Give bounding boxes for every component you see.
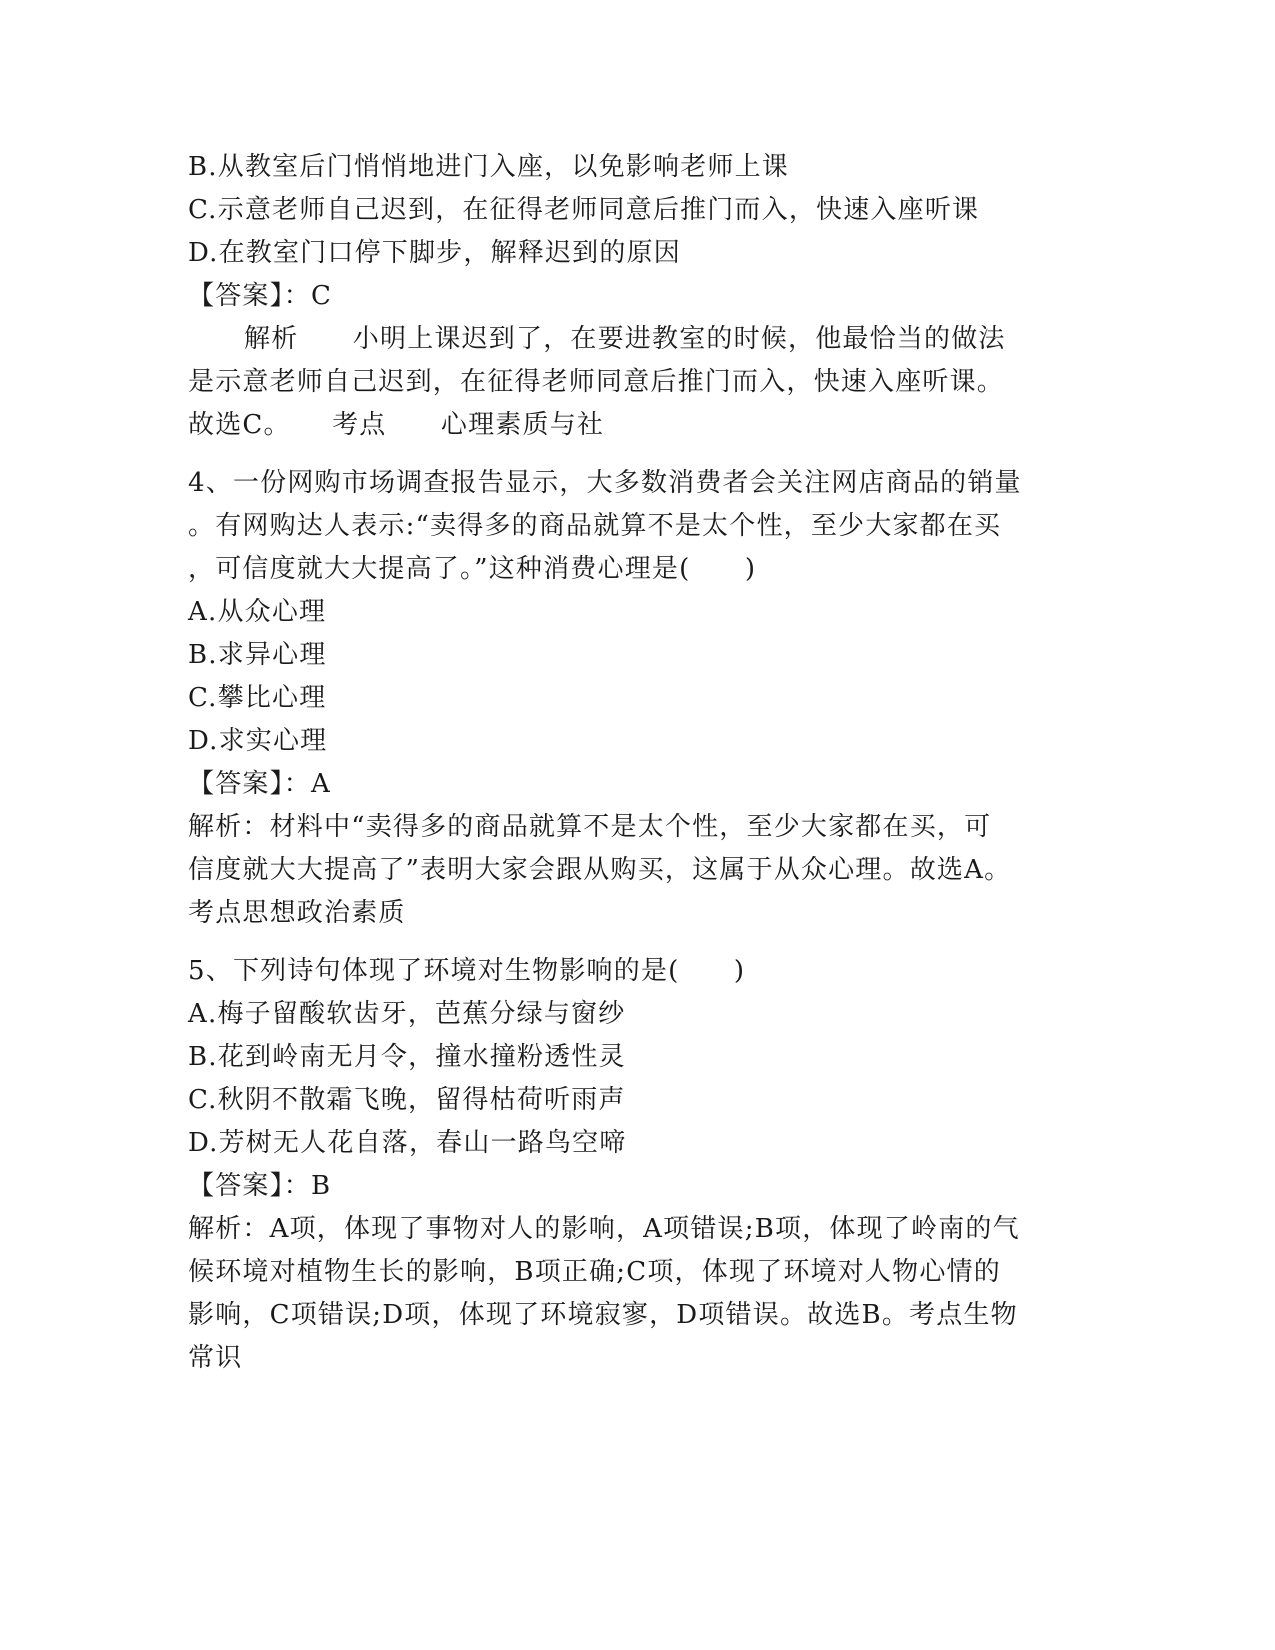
q5-option-a: A.梅子留酸软齿牙，芭蕉分绿与窗纱 — [188, 999, 626, 1029]
question-5 — [188, 950, 1088, 1380]
q3-analysis-line-3: 故选C。 考点 心理素质与社 — [188, 410, 605, 440]
q4-option-b: B.求异心理 — [188, 640, 327, 670]
q3-option-d: D.在教室门口停下脚步，解释迟到的原因 — [188, 238, 681, 268]
q3-analysis-line-2: 是示意老师自己迟到，在征得老师同意后推门而入，快速入座听课。 — [188, 367, 1005, 397]
q5-analysis-line-2: 候环境对植物生长的影响，B项正确;C项，体现了环境对人物心情的 — [188, 1257, 1001, 1287]
q3-analysis-line-1: 解析 小明上课迟到了，在要进教室的时候，他最恰当的做法 — [244, 324, 1006, 354]
q5-option-d: D.芳树无人花自落，春山一路鸟空啼 — [188, 1128, 627, 1158]
q5-answer: 【答案】：B — [188, 1171, 332, 1201]
q4-stem-line-1: 4、一份网购市场调查报告显示，大多数消费者会关注网店商品的销量 — [188, 468, 1022, 498]
q4-option-d: D.求实心理 — [188, 726, 328, 756]
q4-analysis-line-2: 信度就大大提高了”表明大家会跟从购买，这属于从众心理。故选A。 — [188, 855, 1012, 885]
q5-analysis-line-3: 影响，C项错误;D项，体现了环境寂寥，D项错误。故选B。考点生物 — [188, 1300, 1018, 1330]
q5-stem: 5、下列诗句体现了环境对生物影响的是( ) — [188, 956, 746, 986]
spacer — [188, 447, 1088, 462]
document-content — [188, 146, 1088, 1380]
q5-option-c: C.秋阴不散霜飞晚，留得枯荷听雨声 — [188, 1085, 626, 1115]
q4-answer: 【答案】：A — [188, 769, 331, 799]
q4-option-a: A.从众心理 — [188, 597, 327, 627]
question-4 — [188, 462, 1088, 935]
question-3 — [188, 146, 1088, 447]
spacer — [188, 935, 1088, 950]
q3-option-b: B.从教室后门悄悄地进门入座，以免影响老师上课 — [188, 152, 789, 182]
q3-answer: 【答案】：C — [188, 281, 333, 311]
q4-analysis-line-3: 考点思想政治素质 — [188, 898, 406, 928]
q4-stem-line-3: ，可信度就大大提高了。”这种消费心理是( ) — [188, 554, 757, 584]
q4-stem-line-2: 。有网购达人表示:“卖得多的商品就算不是太个性，至少大家都在买 — [188, 511, 1002, 541]
q4-analysis-line-1: 解析：材料中“卖得多的商品就算不是太个性，至少大家都在买，可 — [188, 812, 992, 842]
q4-option-c: C.攀比心理 — [188, 683, 327, 713]
q3-option-c: C.示意老师自己迟到，在征得老师同意后推门而入，快速入座听课 — [188, 195, 980, 225]
q5-analysis-line-4: 常识 — [188, 1343, 243, 1373]
q5-option-b: B.花到岭南无月令，撞水撞粉透性灵 — [188, 1042, 626, 1072]
q5-analysis-line-1: 解析：A项，体现了事物对人的影响，A项错误;B项，体现了岭南的气 — [188, 1214, 1020, 1244]
